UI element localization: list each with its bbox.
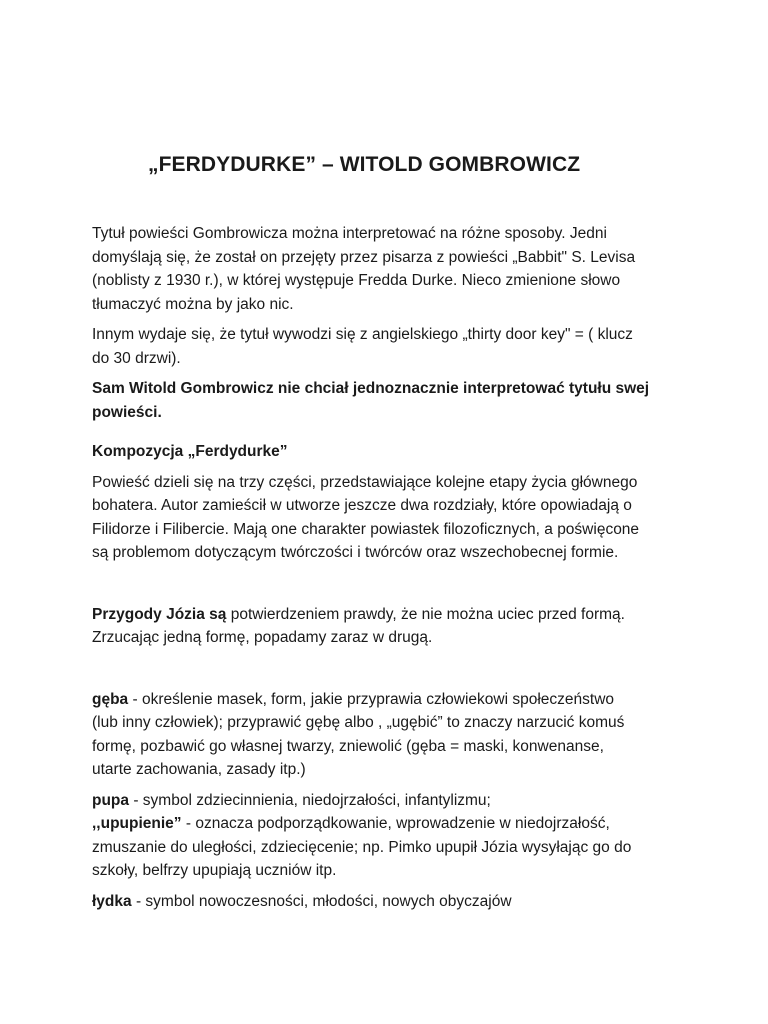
term-bold: ,,upupienie”: [92, 815, 182, 832]
term-bold: gęba: [92, 690, 129, 708]
term-bold: łydka: [92, 892, 132, 910]
text-line: (noblisty z 1930 r.), w której występuje Fredda Durke. Nieco zmienione słowo: [92, 272, 621, 289]
text-line: utarte zachowania, zasady itp.): [92, 761, 306, 778]
paragraph-author-statement: [92, 377, 692, 424]
text-line: szkoły, belfrzy upupiają uczniów itp.: [92, 862, 337, 879]
section-heading: Kompozycja „Ferdydurke”: [92, 443, 288, 460]
text-line: [92, 789, 692, 813]
document-title: „FERDYDURKE” – WITOLD GOMBROWICZ: [148, 153, 581, 176]
term-bold: pupa: [92, 791, 130, 809]
text-line: zmuszanie do uległości, zdziecięcenie; np. Pimko upupił Józia wysyłając go do: [92, 838, 632, 856]
document-body: [92, 222, 692, 913]
section-heading-kompozycja: [92, 440, 692, 464]
term-description: potwierdzeniem prawdy, że nie można uciec przed formą.: [226, 605, 625, 623]
text-line-bold: powieści.: [92, 403, 162, 421]
text-line: (lub inny człowiek); przyprawić gębę albo , „ugębić” to znaczy narzucić komuś: [92, 714, 625, 731]
text-line: [92, 890, 692, 914]
paragraph-jozio-adventures: [92, 603, 692, 650]
paragraph-composition: [92, 471, 692, 565]
term-description: - symbol nowoczesności, młodości, nowych obyczajów: [131, 892, 512, 910]
term-bold: Przygody Józia są: [92, 605, 227, 623]
paragraph-english-origin: [92, 323, 692, 370]
text-line: są problemom dotyczącym twórczości i twórców oraz wszechobecnej formie.: [92, 544, 619, 561]
text-line: [92, 812, 692, 836]
text-line: formę, pozbawić go własnej twarzy, zniewolić (gęba = maski, konwenanse,: [92, 737, 604, 755]
term-description: - oznacza podporządkowanie, wprowadzenie w niedojrzałość,: [181, 815, 610, 832]
text-line: bohatera. Autor zamieścił w utworze jeszcze dwa rozdziały, które opowiadają o: [92, 497, 632, 514]
definition-pupa: [92, 789, 692, 883]
definition-geba: [92, 688, 692, 782]
text-line: Zrzucając jedną formę, popadamy zaraz w drugą.: [92, 629, 433, 646]
term-description: - określenie masek, form, jakie przyprawia człowiekowi społeczeństwo: [128, 690, 615, 708]
text-line: Filidorze i Filibercie. Mają one charakter powiastek filozoficznych, a poświęcone: [92, 520, 640, 538]
text-line: [92, 688, 692, 712]
text-line: Powieść dzieli się na trzy części, przedstawiające kolejne etapy życia głównego: [92, 473, 638, 491]
paragraph-title-interpretation: [92, 222, 692, 316]
text-line: domyślają się, że został on przejęty przez pisarza z powieści „Babbit" S. Levisa: [92, 248, 636, 266]
text-line: tłumaczyć można by jako nic.: [92, 295, 294, 313]
definition-lydka: [92, 890, 692, 914]
text-line: Innym wydaje się, że tytuł wywodzi się z angielskiego „thirty door key" = ( klucz: [92, 326, 633, 343]
text-line-bold: Sam Witold Gombrowicz nie chciał jednoznacznie interpretować tytułu swej: [92, 380, 650, 397]
text-line: Tytuł powieści Gombrowicza można interpretować na różne sposoby. Jedni: [92, 225, 607, 242]
term-description: - symbol zdziecinnienia, niedojrzałości, infantylizmu;: [129, 791, 491, 809]
text-line: [92, 603, 692, 627]
text-line: do 30 drzwi).: [92, 349, 181, 367]
